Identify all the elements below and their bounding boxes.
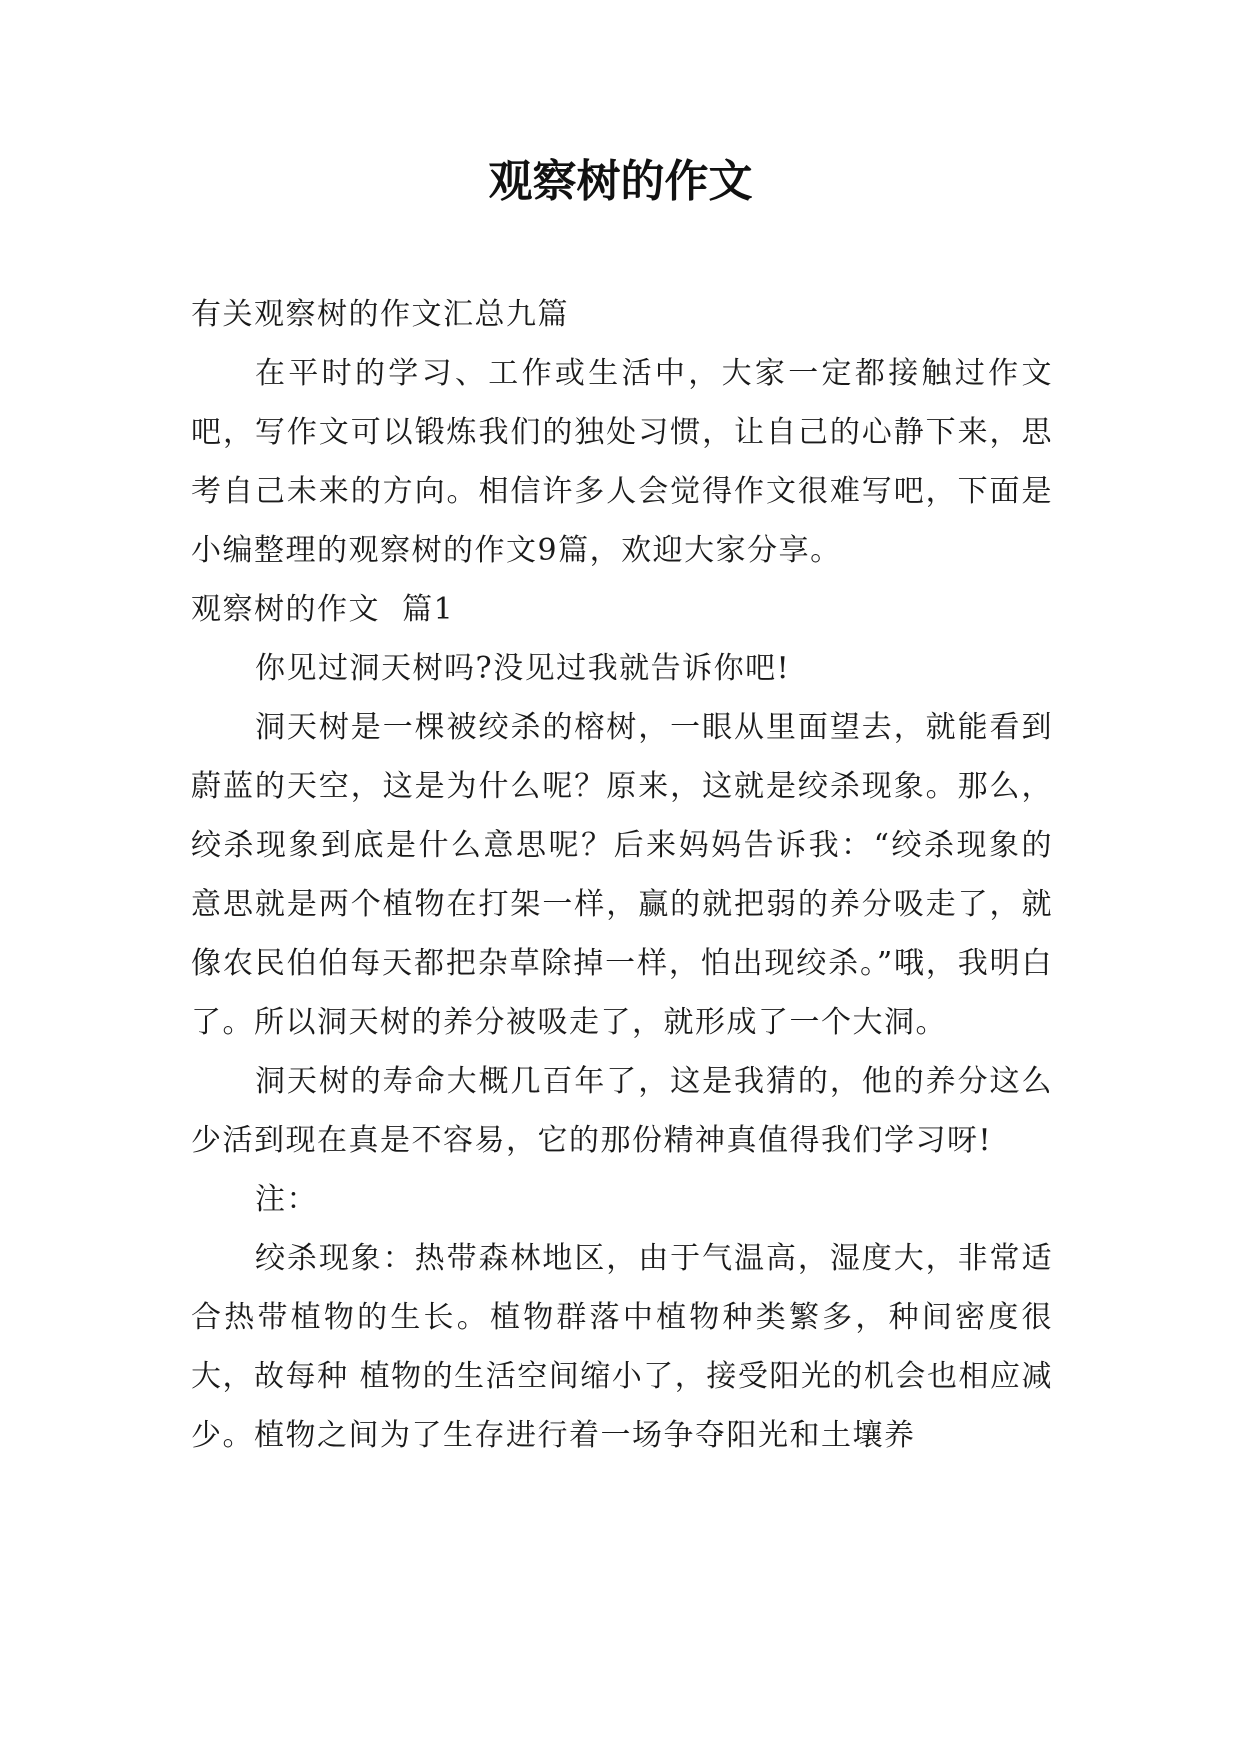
section-heading: 观察树的作文 篇1 [191, 592, 455, 627]
paragraph: 洞天树的寿命大概几百年了，这是我猜的，他的养分这么少活到现在真是不容易，它的那份精神真值得我们学习呀! [191, 1064, 1053, 1158]
note-label: 注： [255, 1182, 318, 1217]
intro-paragraph: 在平时的学习、工作或生活中，大家一定都接触过作文吧，写作文可以锻炼我们的独处习惯，让自己的心静下来，思考自己未来的方向。相信许多人会觉得作文很难写吧，下面是小编整理的观察树的作文9篇，欢迎大家分享。 [191, 356, 1053, 568]
subtitle: 有关观察树的作文汇总九篇 [191, 297, 569, 332]
paragraph: 绞杀现象：热带森林地区，由于气温高，湿度大，非常适合热带植物的生长。植物群落中植物种类繁多，种间密度很大，故每种 植物的生活空间缩小了，接受阳光的机会也相应减少。植物之间为了生存进行着一场争夺阳光和土壤养 [191, 1241, 1053, 1453]
document-body [191, 285, 1053, 1465]
paragraph: 洞天树是一棵被绞杀的榕树，一眼从里面望去，就能看到蔚蓝的天空，这是为什么呢？原来，这就是绞杀现象。那么，绞杀现象到底是什么意思呢？后来妈妈告诉我：“绞杀现象的意思就是两个植物在打架一样，赢的就把弱的养分吸走了，就像农民伯伯每天都把杂草除掉一样，怕出现绞杀。”哦，我明白了。所以洞天树的养分被吸走了，就形成了一个大洞。 [191, 710, 1053, 1040]
document-title: 观察树的作文 [488, 156, 753, 207]
paragraph: 你见过洞天树吗?没见过我就告诉你吧! [255, 651, 791, 686]
